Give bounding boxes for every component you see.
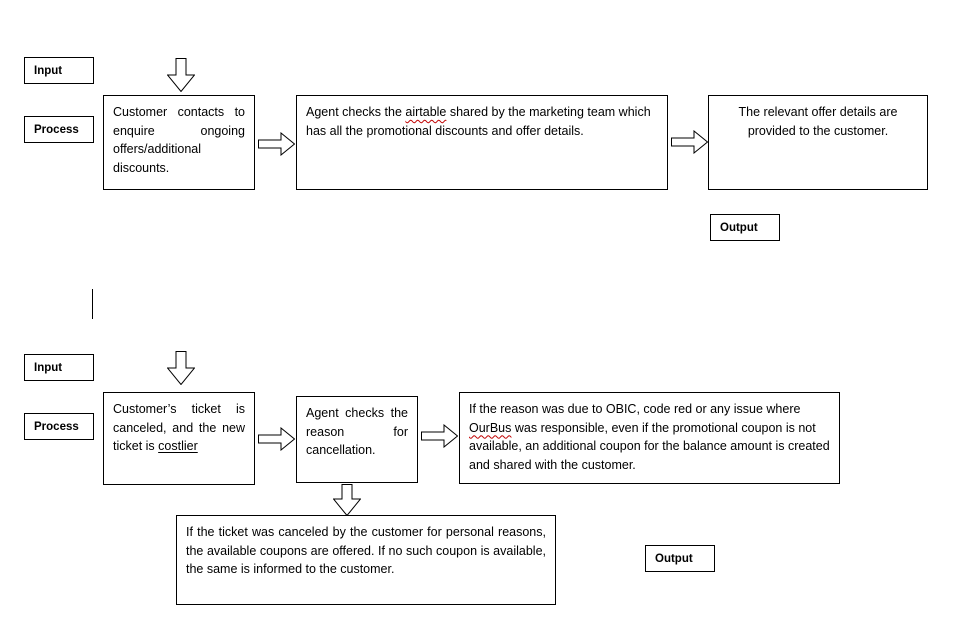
- flow2-step1-box: [103, 392, 255, 485]
- flow2-output-label: Output: [655, 552, 693, 565]
- flow2-step1-text-pre: Customer’s ticket is canceled, and the new ticket is: [113, 402, 245, 453]
- flow1-process-label-box: [24, 116, 94, 143]
- flow2-process-label-box: [24, 413, 94, 440]
- flow1-right-arrow-1-icon: [258, 132, 295, 156]
- flow1-step3-box: [708, 95, 928, 190]
- flow2-down-arrow-2-icon: [333, 484, 361, 516]
- flow2-input-label-box: [24, 354, 94, 381]
- flow2-right-arrow-2-icon: [421, 424, 458, 448]
- flow2-step3-text-post: was responsible, even if the promotional coupon is not available, an additional coupon for the balance amount is created and shared with the customer.: [469, 420, 830, 472]
- flow2-step3-box: [459, 392, 840, 484]
- flow2-down-arrow-icon: [167, 351, 195, 385]
- flow1-step2-misspelled-word: airtable: [405, 105, 447, 119]
- flow1-right-arrow-2-icon: [671, 130, 708, 154]
- flow1-step2-text-post: shared by the marketing team which has all the promotional discounts and offer details.: [306, 105, 651, 138]
- flow1-input-label-box: [24, 57, 94, 84]
- flow2-step4-text: If the ticket was canceled by the customer for personal reasons, the available coupons are offered. If no such coupon is available, the same is informed to the customer.: [186, 525, 546, 576]
- flow2-process-label: Process: [34, 420, 79, 433]
- flow1-process-label: Process: [34, 123, 79, 136]
- flow1-output-label-box: [710, 214, 780, 241]
- flow2-step2-text: Agent checks the reason for cancellation.: [306, 406, 408, 457]
- flow1-input-label: Input: [34, 64, 63, 77]
- flow1-step2-text-pre: Agent checks the: [306, 105, 406, 119]
- flow2-step1-underlined-word: costlier: [158, 439, 198, 453]
- flow2-output-label-box: [645, 545, 715, 572]
- flow2-right-arrow-1-icon: [258, 427, 295, 451]
- flow1-step1-text: Customer contacts to enquire ongoing offers/additional discounts.: [113, 105, 245, 175]
- flow2-step4-box: [176, 515, 556, 605]
- flow1-step2-box: [296, 95, 668, 190]
- flow2-step3-misspelled-word: OurBus: [469, 420, 512, 435]
- flow1-step1-box: [103, 95, 255, 190]
- flow1-output-label: Output: [720, 221, 758, 234]
- flow2-input-label: Input: [34, 361, 63, 374]
- flow2-step2-box: [296, 396, 418, 483]
- flow1-step3-text: The relevant offer details are provided to the customer.: [738, 105, 898, 138]
- flow2-step3-text-pre: If the reason was due to OBIC, code red or any issue where: [469, 402, 801, 416]
- stray-vertical-line: [92, 289, 93, 319]
- flow1-down-arrow-icon: [167, 58, 195, 92]
